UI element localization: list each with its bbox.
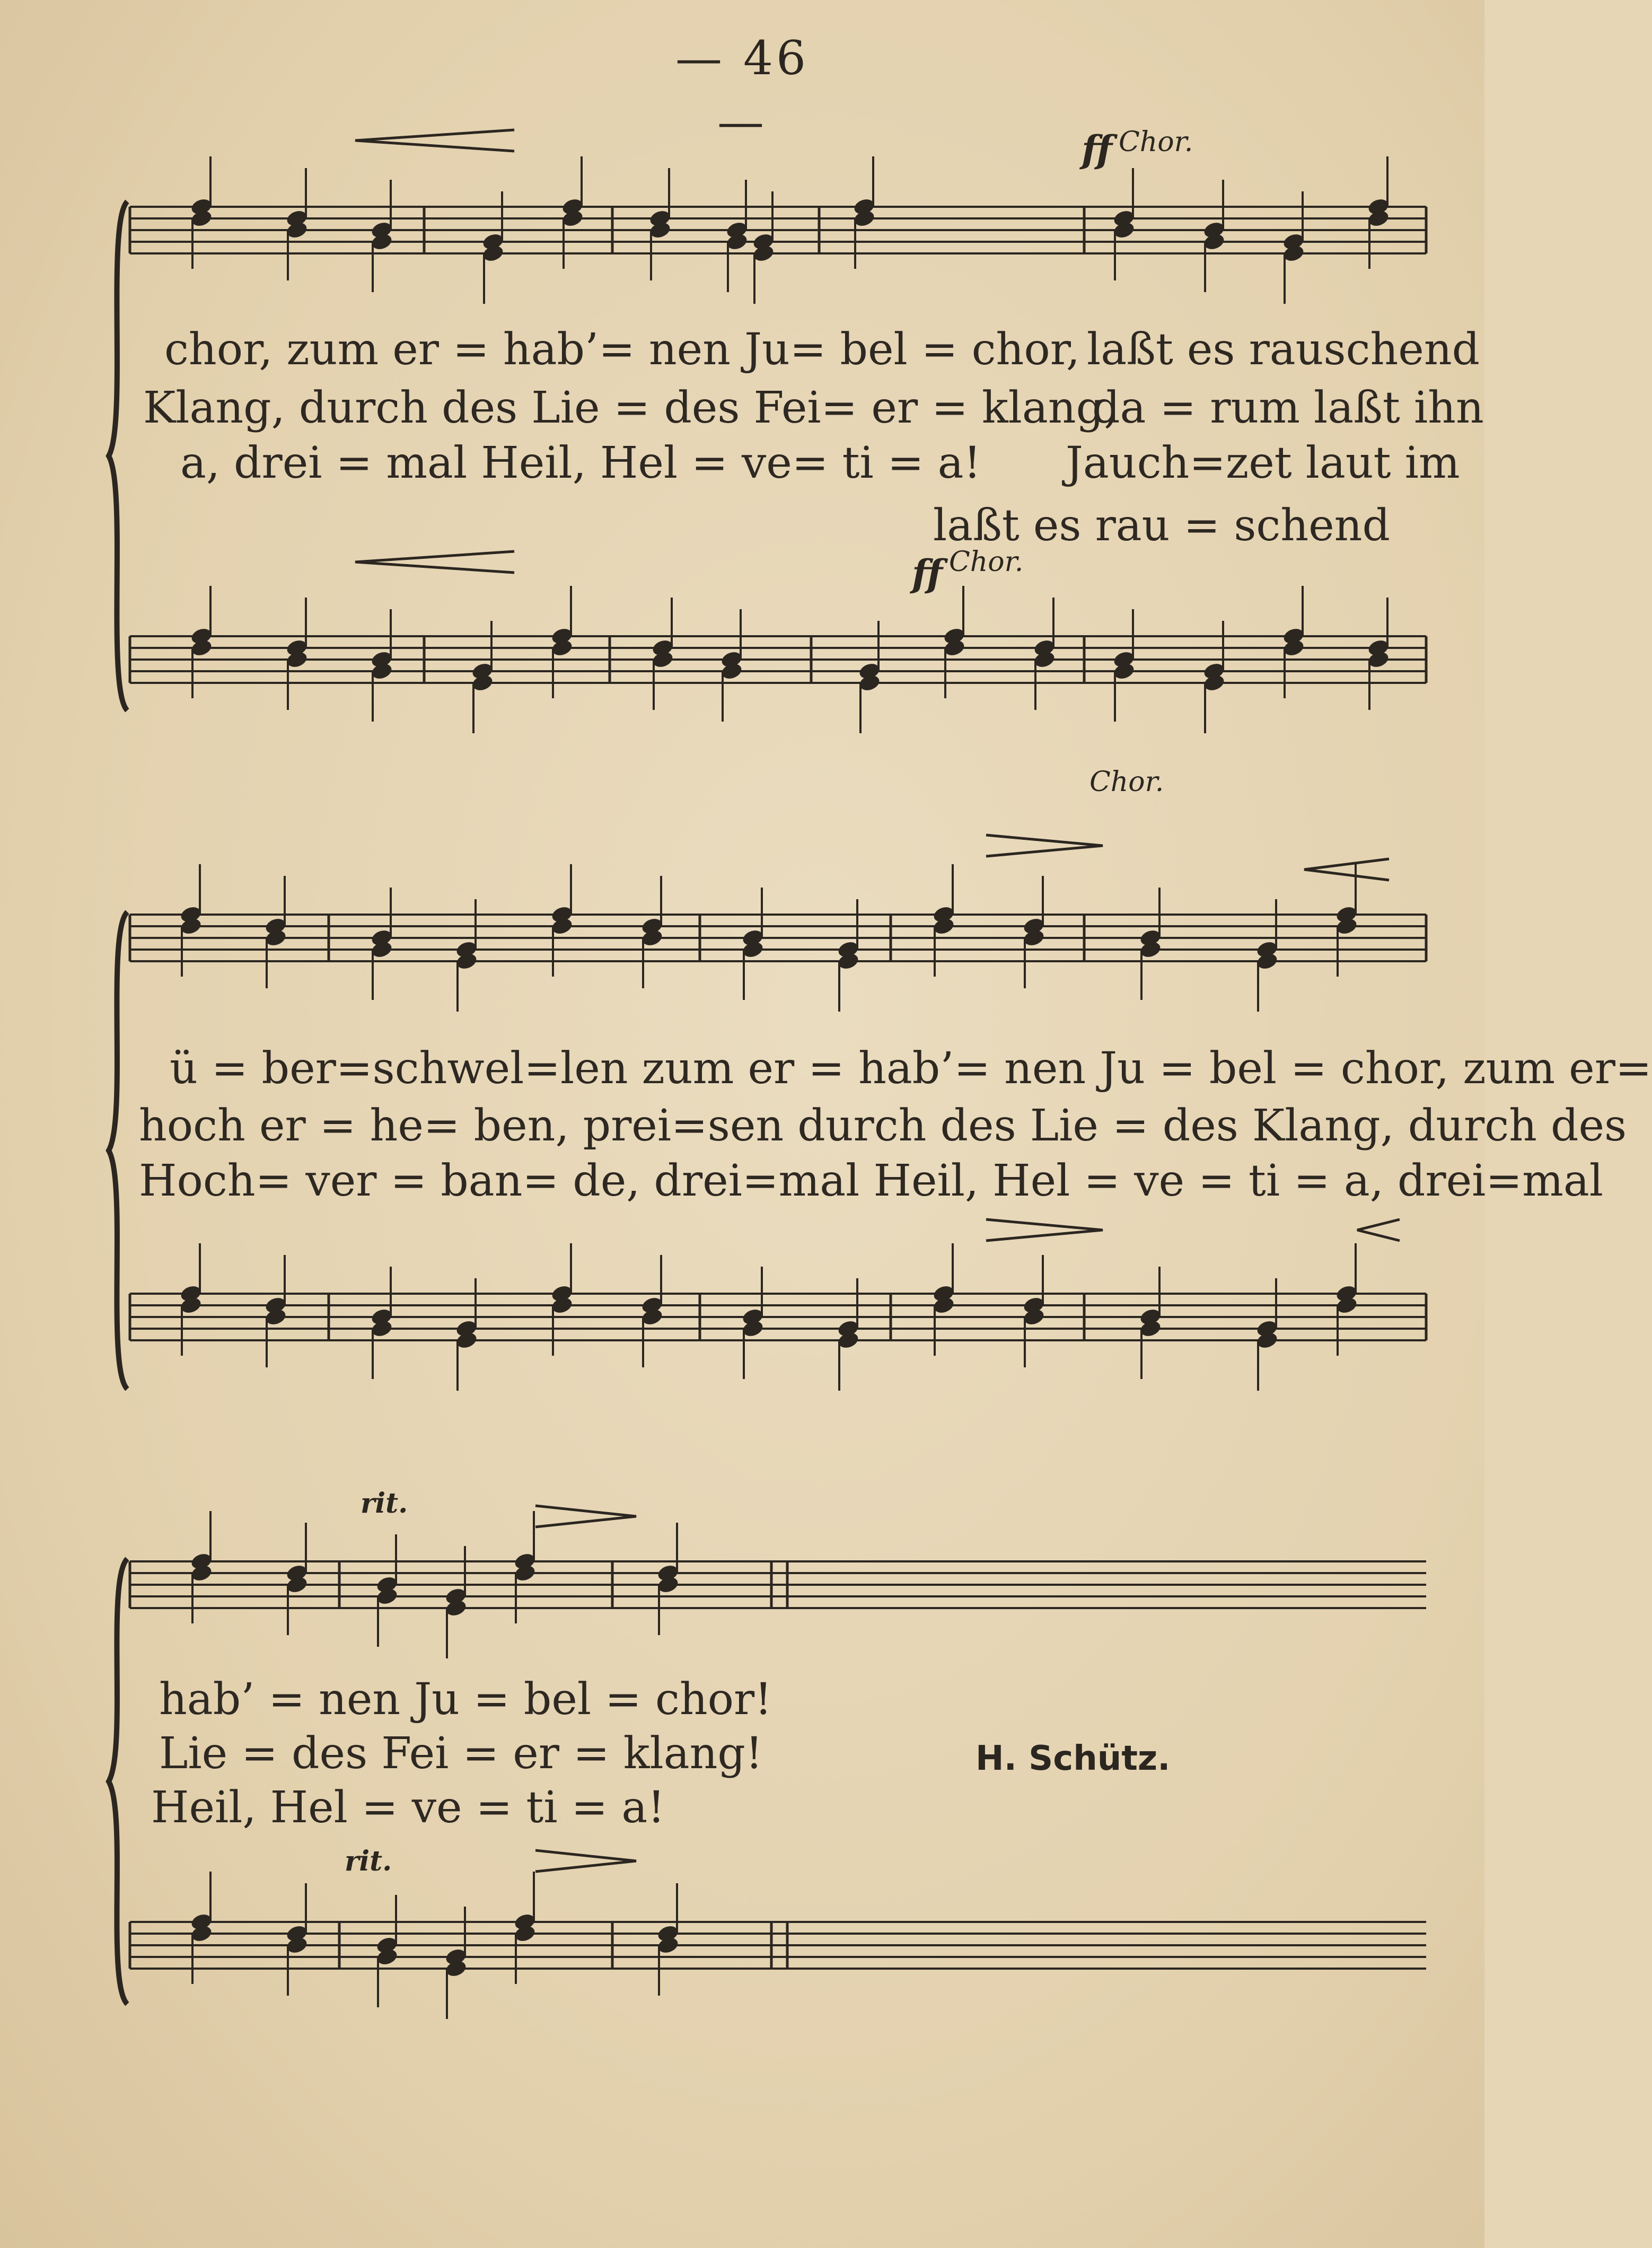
chor-label-bottom: Chor. [1089, 766, 1164, 798]
dynamic-ff-upper: ff [1082, 127, 1112, 171]
system3-verse3: Heil, Hel = ve = ti = a! [151, 1782, 665, 1833]
chor-label-top: Chor. [1119, 126, 1193, 158]
system2-verse2: hoch er = he= ben, prei=sen durch des Lie = des Klang, durch des [139, 1101, 1627, 1151]
dynamic-ff-lower: ff [912, 551, 943, 595]
rit-label-bottom: rit. [345, 1845, 392, 1877]
system3-verse2: Lie = des Fei = er = klang! [159, 1728, 763, 1779]
sys3-hairpin-lower [535, 1850, 636, 1872]
rit-label-top: rit. [361, 1487, 408, 1520]
system3-verse1: hab’ = nen Ju = bel = chor! [159, 1674, 772, 1725]
system1-verse1-a: chor, zum er = hab’= nen Ju= bel = chor, [164, 324, 1080, 375]
system1-verse3-b: Jauch=zet laut im [1066, 438, 1460, 488]
sys3-brace [109, 1559, 127, 2004]
sys3-hairpin-upper [535, 1506, 636, 1527]
system1-verse2-b: da = rum laßt ihn [1092, 383, 1484, 433]
system2-verse1: ü = ber=schwel=len zum er = hab’= nen Ju = bel = chor, zum er= [170, 1043, 1652, 1094]
chor-label-lower: Chor. [949, 546, 1024, 578]
sys1-hairpin-lower [355, 551, 514, 573]
system2-verse3: Hoch= ver = ban= de, drei=mal Heil, Hel = ve = ti = a, drei=mal [139, 1156, 1603, 1206]
system1-verse3-a: a, drei = mal Heil, Hel = ve= ti = a! [180, 438, 981, 488]
system1-verse1-b: laßt es rauschend [1087, 324, 1480, 375]
sys2-hairpin-mid [986, 1219, 1103, 1241]
sys1-hairpin-upper [355, 130, 514, 151]
sys1-brace [109, 201, 127, 710]
sys2-hairpin-lower [1304, 859, 1389, 880]
sys2-hairpin-upper [986, 835, 1103, 856]
sys2-hairpin-end [1357, 1219, 1400, 1241]
composer-attribution: H. Schütz. [976, 1739, 1171, 1778]
system1-verse2-a: Klang, durch des Lie = des Fei= er = klang, [143, 383, 1118, 433]
system1-verse4: laßt es rau = schend [933, 500, 1390, 551]
sys2-brace [109, 912, 127, 1389]
page-number: — 46 — [675, 31, 809, 149]
